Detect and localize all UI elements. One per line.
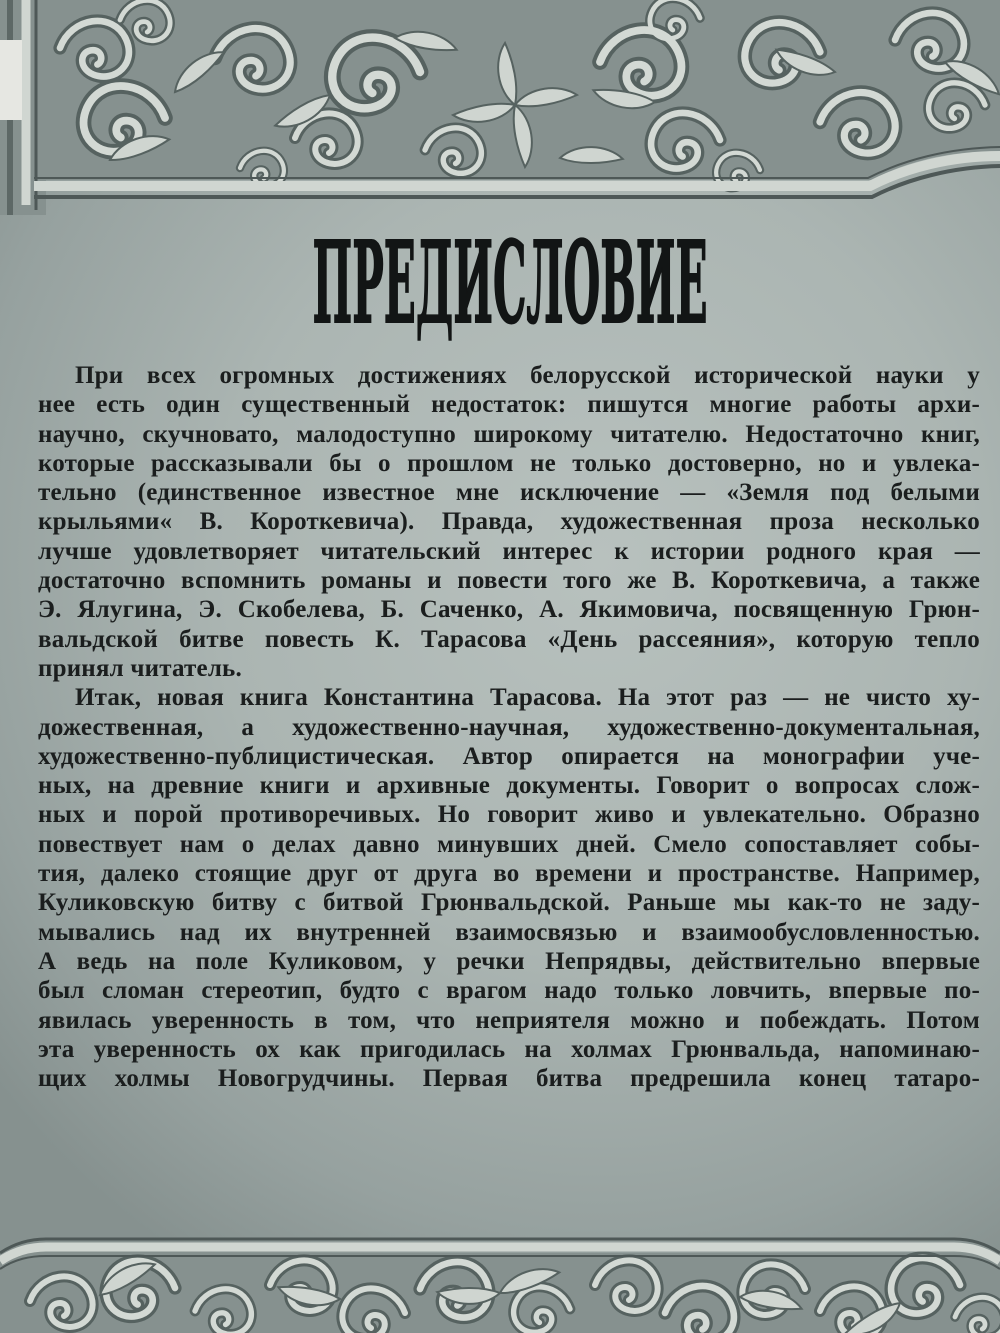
text-line: принял читатель. — [38, 654, 242, 682]
text-line: был сломан стереотип, будто с врагом надо только ловчить, впервые по- — [38, 977, 980, 1005]
text-line: щих холмы Новогрудчины. Первая битва предрешила конец татаро- — [38, 1065, 980, 1093]
text-line: Итак, новая книга Константина Тарасова. На этот раз — не чисто ху- — [75, 684, 980, 712]
text-line: Э. Ялугина, Э. Скобелева, Б. Саченко, А. Якимовича, посвященную Грюн- — [38, 596, 980, 624]
body-text — [38, 361, 980, 1093]
text-line: эта уверенность ох как пригодилась на холмах Грюнвальда, напоминаю- — [38, 1035, 980, 1063]
text-line: нее есть один существенный недостаток: пишутся многие работы архи- — [38, 391, 980, 419]
text-line: ных, на древние книги и архивные документы. Говорит о вопросах слож- — [38, 772, 980, 800]
text-line: художественно-публицистическая. Автор опирается на монографии уче- — [38, 742, 980, 770]
paragraph — [38, 361, 980, 683]
bottom-ornament — [0, 1233, 1000, 1333]
text-line: повествует нам о делах давно минувших дней. Смело сопоставляет собы- — [38, 830, 980, 858]
text-line: лучше удовлетворяет читательский интерес к истории родного края — — [38, 537, 980, 565]
text-line: Куликовскую битву с битвой Грюнвальдской. Раньше мы как-то не заду- — [38, 889, 980, 917]
page-title: ПРЕДИСЛОВИЕ — [312, 218, 708, 349]
text-line: При всех огромных достижениях белорусской исторической науки у — [75, 362, 980, 389]
text-line: дожественная, а художественно-научная, художественно-документальная, — [38, 713, 980, 741]
text-line: А ведь на поле Куликовом, у речки Непрядвы, действительно впервые — [38, 947, 980, 975]
text-line: научно, скучновато, малодоступно широкому читателю. Недостаточно книг, — [38, 420, 980, 448]
title-area — [300, 218, 720, 349]
text-line: крыльями« В. Короткевича). Правда, художественная проза несколько — [38, 508, 980, 536]
text-line: ных и порой противоречивых. Но говорит живо и увлекательно. Образно — [38, 801, 980, 829]
text-line: которые рассказывали бы о прошлом не только достоверно, но и увлека- — [38, 449, 980, 477]
text-line: вальдской битве повесть К. Тарасова «День рассеяния», которую тепло — [38, 625, 980, 653]
text-line: достаточно вспомнить романы и повести того же В. Короткевича, а также — [38, 567, 980, 595]
paper-scrap — [0, 40, 22, 120]
top-ornament — [0, 0, 1000, 215]
text-line: явилась уверенность в том, что неприятеля можно и побеждать. Потом — [38, 1006, 980, 1034]
text-line: мывались над их внутренней взаимосвязью и взаимообусловленностью. — [38, 918, 980, 946]
text-line: тельно (единственное известное мне исключение — «Земля под белыми — [38, 479, 980, 507]
text-line: тия, далеко стоящие друг от друга во времени и пространстве. Например, — [38, 860, 980, 888]
paragraph — [38, 683, 980, 1093]
